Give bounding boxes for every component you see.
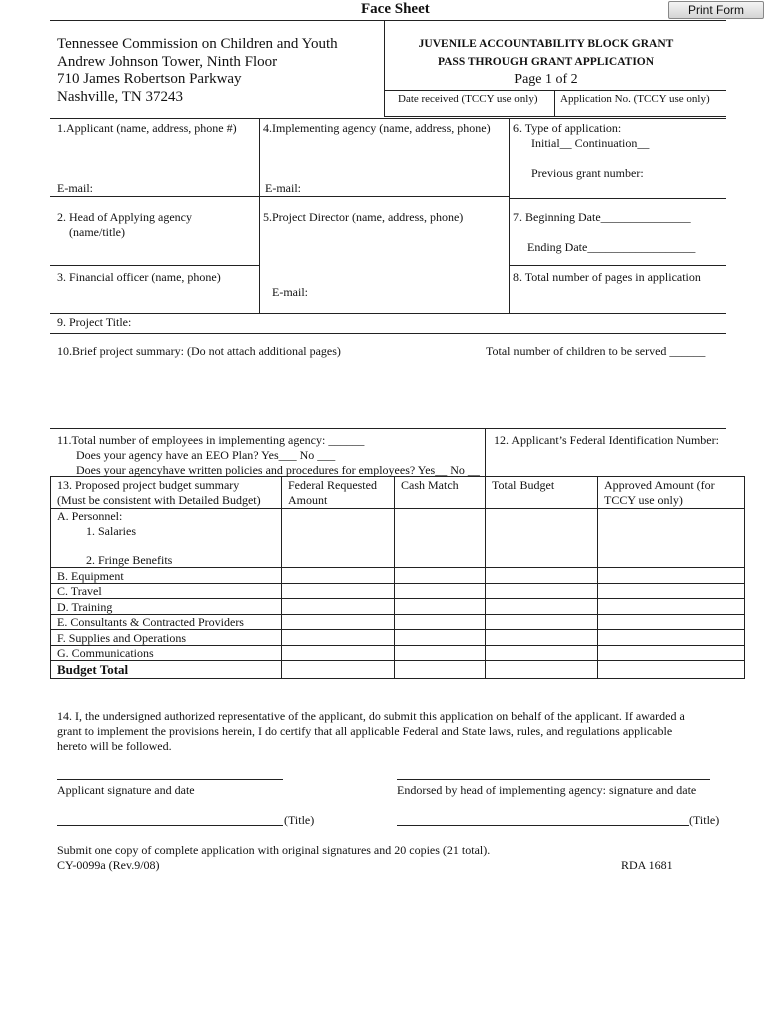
- commission-city: Nashville, TN 37243: [57, 89, 183, 105]
- applicant-title-line[interactable]: [57, 825, 283, 826]
- application-type-label: 6. Type of application:: [513, 121, 622, 135]
- project-title-label: 9. Project Title:: [57, 315, 132, 329]
- budget-row-total: Budget Total: [57, 662, 129, 677]
- endorsement-title-label: (Title): [689, 813, 720, 827]
- date-received-label: Date received (TCCY use only): [398, 93, 538, 105]
- budget-header-rule: [50, 508, 745, 509]
- budget-top-rule: [50, 476, 745, 477]
- budget-header-total: Total Budget: [492, 478, 555, 492]
- page-number: Page 1 of 2: [514, 72, 578, 87]
- grid-row-rule-3: [50, 313, 726, 314]
- commission-address-1: Andrew Johnson Tower, Ninth Floor: [57, 54, 278, 70]
- budget-col-rule: [744, 476, 745, 678]
- budget-row-equipment: B. Equipment: [57, 569, 124, 583]
- policies-label: Does your agencyhave written policies and procedures for employees? Yes__ No __: [76, 463, 480, 477]
- head-agency-sublabel: (name/title): [69, 225, 125, 239]
- budget-row-consultants: E. Consultants & Contracted Providers: [57, 615, 244, 629]
- certification-line-3: hereto will be followed.: [57, 739, 172, 753]
- tccy-divider: [554, 90, 555, 116]
- budget-row-rule: [50, 660, 745, 661]
- budget-row-fringe: 2. Fringe Benefits: [86, 553, 173, 567]
- budget-row-rule: [50, 598, 745, 599]
- endorsement-signature-label: Endorsed by head of implementing agency: signature and date: [397, 783, 697, 797]
- budget-bottom-rule: [50, 678, 745, 679]
- grid-row-rule-1: [50, 196, 509, 197]
- grant-header-rule: [384, 90, 726, 91]
- header-divider: [384, 20, 385, 116]
- submit-instructions: Submit one copy of complete application with original signatures and 20 copies (21 total).: [57, 843, 491, 857]
- tccy-rule: [384, 116, 726, 117]
- ending-date-label: Ending Date__________________: [527, 240, 696, 254]
- grid-row-rule-2: [50, 265, 259, 266]
- applicant-title-label: (Title): [284, 813, 315, 827]
- budget-col-rule: [50, 476, 51, 678]
- certification-line-1: 14. I, the undersigned authorized representative of the applicant, do submit this application on behalf of the applicant. If awarded a: [57, 709, 685, 723]
- budget-row-communications: G. Communications: [57, 646, 154, 660]
- head-agency-label: 2. Head of Applying agency: [57, 210, 192, 224]
- print-form-button[interactable]: Print Form: [668, 1, 764, 19]
- project-director-label: 5.Project Director (name, address, phone): [263, 210, 464, 224]
- budget-row-training: D. Training: [57, 600, 113, 614]
- federal-id-divider: [485, 428, 486, 476]
- page-title: Face Sheet: [361, 1, 430, 17]
- budget-row-rule: [50, 583, 745, 584]
- implementing-email-label: E-mail:: [265, 181, 301, 195]
- budget-col-rule: [597, 476, 598, 678]
- endorsement-signature-line[interactable]: [397, 779, 710, 780]
- applicant-signature-line[interactable]: [57, 779, 283, 780]
- employees-label: 11.Total number of employees in implementing agency: ______: [57, 433, 365, 447]
- budget-col-rule: [485, 476, 486, 678]
- application-no-label: Application No. (TCCY use only): [560, 93, 710, 105]
- grid-row-rule-4: [50, 333, 726, 334]
- previous-grant-label: Previous grant number:: [531, 166, 644, 180]
- applicant-signature-label: Applicant signature and date: [57, 783, 195, 797]
- budget-col-rule: [394, 476, 395, 678]
- total-pages-label: 8. Total number of pages in application: [513, 270, 701, 284]
- implementing-agency-label: 4.Implementing agency (name, address, phone): [263, 121, 491, 135]
- budget-row-supplies: F. Supplies and Operations: [57, 631, 187, 645]
- commission-name: Tennessee Commission on Children and Youth: [57, 36, 338, 52]
- grid-row-rule-2b: [509, 265, 726, 266]
- grant-type: PASS THROUGH GRANT APPLICATION: [437, 56, 655, 68]
- endorsement-title-line[interactable]: [397, 825, 689, 826]
- applicant-label: 1.Applicant (name, address, phone #): [57, 121, 237, 135]
- budget-col-rule: [281, 476, 282, 678]
- budget-header-approved: Approved Amount (for: [604, 478, 715, 492]
- project-summary-label: 10.Brief project summary: (Do not attach additional pages): [57, 344, 341, 358]
- budget-header-cash-match: Cash Match: [401, 478, 459, 492]
- header-rule: [50, 20, 726, 21]
- budget-row-personnel: A. Personnel:: [57, 509, 123, 523]
- children-served-label: Total number of children to be served ______: [486, 344, 706, 358]
- grid-col-divider-1: [259, 118, 260, 313]
- grid-row-rule-5: [50, 428, 726, 429]
- budget-header-category-note: (Must be consistent with Detailed Budget): [57, 493, 261, 507]
- grant-name: JUVENILE ACCOUNTABILITY BLOCK GRANT: [418, 38, 674, 50]
- budget-row-travel: C. Travel: [57, 584, 102, 598]
- budget-header-category: 13. Proposed project budget summary: [57, 478, 240, 492]
- budget-row-salaries: 1. Salaries: [86, 524, 136, 538]
- budget-header-approved-note: TCCY use only): [604, 493, 683, 507]
- commission-address-2: 710 James Robertson Parkway: [57, 71, 242, 87]
- grid-col-divider-2: [509, 118, 510, 313]
- beginning-date-label: 7. Beginning Date_______________: [513, 210, 691, 224]
- certification-line-2: grant to implement the provisions herein, I do certify that all applicable Federal and State laws, rules, and regulations applicable: [57, 724, 673, 738]
- eeo-plan-label: Does your agency have an EEO Plan? Yes___ No ___: [76, 448, 336, 462]
- applicant-email-label: E-mail:: [57, 181, 93, 195]
- application-type-options[interactable]: Initial__ Continuation__: [531, 136, 650, 150]
- grid-row-rule-1b: [509, 198, 726, 199]
- rda-number: RDA 1681: [621, 858, 673, 872]
- federal-id-label: 12. Applicant’s Federal Identification Number:: [494, 433, 719, 447]
- financial-officer-label: 3. Financial officer (name, phone): [57, 270, 221, 284]
- director-email-label: E-mail:: [272, 285, 308, 299]
- form-number: CY-0099a (Rev.9/08): [57, 858, 160, 872]
- budget-header-federal: Federal Requested: [288, 478, 377, 492]
- budget-header-federal-amount: Amount: [288, 493, 328, 507]
- grid-top-rule: [50, 118, 726, 119]
